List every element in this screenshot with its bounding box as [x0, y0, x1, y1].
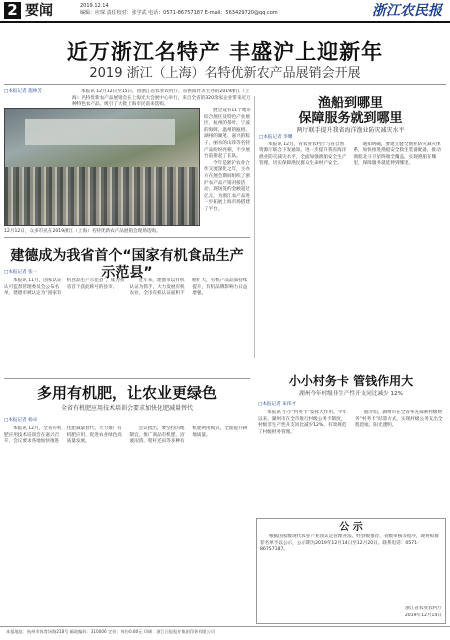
public-notice — [256, 518, 446, 624]
header-info — [80, 3, 290, 17]
story-paragraph: 本报讯 12月，全省有机肥应用技术培训会在嘉兴召开，会议要求各地加快推进化肥减量替代，大力推广有机肥应用，促进农业绿色高质量发展。 — [4, 426, 122, 445]
lead-paragraph: 今年是浙沪农业合作交流深化之年，主办方在展会期间组织了浙沪农产品产销对接活动，现场签约金额超过亿元，为浙江农产品进一步拓展上海市场搭建了平台。 — [204, 160, 250, 212]
lead-subheadline: 2019 浙江（上海）名特优新农产品展销会开展 — [89, 66, 361, 81]
story-fishing — [254, 96, 446, 358]
lead-body-top — [72, 89, 252, 107]
photo-roof — [25, 119, 175, 145]
divider — [4, 378, 250, 379]
header-divider — [0, 21, 450, 23]
page-number: 2 — [4, 2, 21, 19]
story-paragraph: 近年来，建德市以有机认证为抓手，大力发展有机农业，全市有机认证面积不断扩大，有机产品品质持续提升，有机品牌影响力日益增强。 — [129, 278, 248, 297]
page-header — [0, 0, 450, 22]
notice-signoff: 浙江省农业农村厅 — [405, 606, 442, 611]
header-contact: 编辑：应琛 责任校对：张学武 电话：0571-86757187 E-mail：563429720@qq.com — [80, 10, 278, 16]
masthead-logo: 浙江农民报 — [372, 3, 442, 19]
story-fishing-byline: □本报记者 李曙 — [259, 135, 293, 140]
divider — [4, 84, 446, 85]
story-fertilizer-title: 多用有机肥，让农业更绿色 — [36, 384, 217, 402]
photo-crowd — [5, 167, 200, 226]
story-paragraph: 本报讯 11月，国家认证认可监督管理委员会公布名单，建德市被认定为“国家有机食品生产示范县”，成为我省首个获此称号的县市。 — [4, 278, 125, 297]
news-photo — [4, 108, 200, 226]
story-organic-body — [4, 278, 250, 373]
story-paragraph: 通知明确，要建立健全渔业防灾减灾体系，加快推进渔船安全救生装备配备，推动渔船北斗卫星终端全覆盖，实现渔船在哪里，保障服务就延伸到哪里。 — [353, 141, 441, 167]
story-fertilizer-subtitle: 全省有机肥应用技术培训会要求加快化肥减量替代 — [60, 405, 193, 412]
lead-paragraph: 展会设有11个地市综合展区及特色产业展区，杭州的茶叶、宁波的海鲜、温州的瓯柑、湖州的湖笔、嘉兴的粽子、丽水的山珍等名特产品纷纷亮相，不少展台前排起了长队。 — [204, 108, 252, 160]
lead-body-side — [204, 108, 252, 235]
notice-title: 公 示 — [339, 522, 363, 533]
section-title: 要闻 — [25, 3, 53, 19]
photo-caption: 12月12日，众多市民在2019浙江（上海）名特优新农产品展销会现场选购。 — [4, 229, 161, 234]
story-paragraph: 本报讯 小小“村务卡”发挥大作用。今年以来，湖州市在全市推行村级公务卡制度，村级非生产性开支同比减少12%，有效规范了村级财务管理。 — [258, 410, 347, 435]
story-village-body — [258, 410, 446, 514]
story-village-subtitle: 湖州今年村级非生产性开支同比减少 12% — [299, 391, 403, 397]
story-organic-title: 建德成为我省首个“国家有机食品生产示范县” — [10, 248, 244, 281]
header-date: 2019.12.14 — [80, 3, 109, 9]
notice-body — [260, 534, 442, 606]
story-fishing-subtitle: 两厅联手提升我省海洋渔业防灾减灾水平 — [296, 127, 405, 134]
story-paragraph: 会议指出，要坚持因地制宜，推广商品有机肥、沼液沼渣、秸秆还田等多种有机肥利用模式，全面提升耕地质量。 — [129, 426, 248, 445]
story-fishing-title-1: 渔船到哪里 — [317, 96, 383, 111]
story-fishing-title-2: 保障服务就到哪里 — [298, 111, 403, 126]
story-village-byline: □本报记者 朱伟才 — [258, 402, 296, 407]
story-fertilizer-body — [4, 426, 250, 622]
story-paragraph: 本报讯 12月，省农业农村厅与省自然资源厅联合下发通知，进一步提升我省海洋渔业防灾减灾水平，全面加强渔船安全生产管理，切实保障渔民群众生命财产安全。 — [259, 141, 347, 167]
story-paragraph: 据介绍，湖州市在全省率先探索村级财务“村务卡”结算方式，实现村级公务支出全程留痕、阳光透明。 — [355, 410, 443, 429]
lead-paragraph: 本报讯 12月12日至15日，由浙江省农业农村厅、省供销社等主办的2019浙江（上海）名特优新农产品展销会在上海光大会展中心举行，来自全省的320余家企业带来近万种特色农产品，吸引了大批上海市民前来选购。 — [72, 89, 251, 107]
story-fishing-body — [255, 142, 446, 342]
story-fertilizer-byline: □本报记者 杨卓 — [4, 418, 38, 423]
lead-intro — [4, 97, 68, 107]
story-village-title: 小小村务卡 管钱作用大 — [288, 374, 414, 388]
lead-byline: □本报记者 施林芳 — [4, 89, 42, 94]
notice-date: 2019年12月14日 — [404, 612, 442, 618]
divider — [4, 237, 250, 238]
page-footer: 本报地址：杭州市体育场路218号 邮政编码：310006 定价：每份0.80元 印刷：浙江日报报业集团印务有限公司 — [0, 626, 450, 640]
story-organic-byline: □本报记者 张一 — [4, 270, 38, 275]
notice-paragraph: 根据国家级现代农业产业园认定管理办法，经县级推荐、省级审核等程序，现将拟推荐名单予以公示，公示期为2019年12月14日至12月20日。联系电话：0571-86757187。 — [260, 534, 439, 553]
lead-headline: 近万浙江名特产 丰盛沪上迎新年 — [66, 40, 384, 64]
